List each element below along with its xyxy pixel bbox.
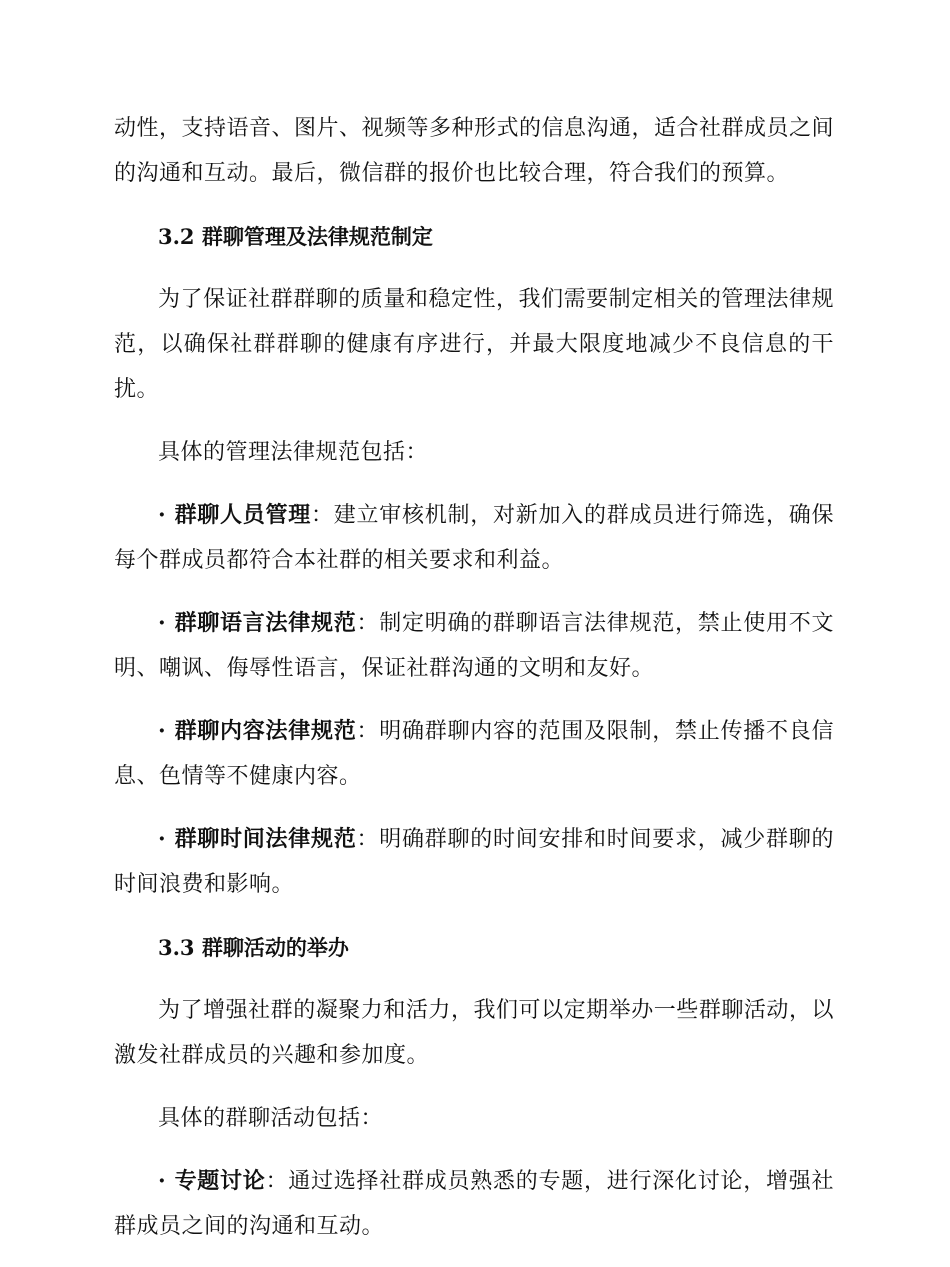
section-3-2-paragraph: 为了保证社群群聊的质量和稳定性，我们需要制定相关的管理法律规范，以确保社群群聊的健康有序进行，并最大限度地减少不良信息的干扰。	[114, 287, 834, 402]
list-item-time-rules	[114, 817, 834, 907]
list-item-text: ：明确群聊的时间安排和时间要求，减少群聊的时间浪费和影响。	[114, 827, 834, 897]
list-item-title: · 群聊内容法律规范	[158, 718, 357, 744]
list-item-text: ：通过选择社群成员熟悉的专题，进行深化讨论，增强社群成员之间的沟通和互动。	[114, 1169, 834, 1239]
list-item-title: · 群聊时间法律规范	[158, 826, 357, 852]
list-item-text: ：制定明确的群聊语言法律规范，禁止使用不文明、嘲讽、侮辱性语言，保证社群沟通的文明和友好。	[114, 611, 834, 681]
list-item-title: · 群聊语言法律规范	[158, 610, 357, 636]
document-body	[114, 106, 834, 1267]
list-item-text: ：建立审核机制，对新加入的群成员进行筛选，确保每个群成员都符合本社群的相关要求和利益。	[114, 503, 834, 573]
list-item-topic-discussion	[114, 1159, 834, 1249]
list-item-text: ：明确群聊内容的范围及限制，禁止传播不良信息、色情等不健康内容。	[114, 719, 834, 789]
intro-paragraph: 动性，支持语音、图片、视频等多种形式的信息沟通，适合社群成员之间的沟通和互动。最后，微信群的报价也比较合理，符合我们的预算。	[114, 116, 835, 186]
list-item-title: · 群聊人员管理	[158, 502, 312, 528]
section-3-3-list-intro: 具体的群聊活动包括：	[158, 1106, 384, 1131]
list-item-member-management	[114, 493, 834, 583]
section-heading-3-2: 3.2 群聊管理及法律规范制定	[158, 224, 433, 249]
section-3-3-paragraph: 为了增强社群的凝聚力和活力，我们可以定期举办一些群聊活动，以激发社群成员的兴趣和参加度。	[114, 998, 834, 1068]
list-item-content-rules	[114, 709, 834, 799]
section-heading-3-3: 3.3 群聊活动的举办	[158, 935, 349, 960]
section-3-2-list-intro: 具体的管理法律规范包括：	[158, 440, 429, 465]
list-item-title: · 专题讨论	[158, 1168, 266, 1194]
list-item-language-rules	[114, 601, 834, 691]
